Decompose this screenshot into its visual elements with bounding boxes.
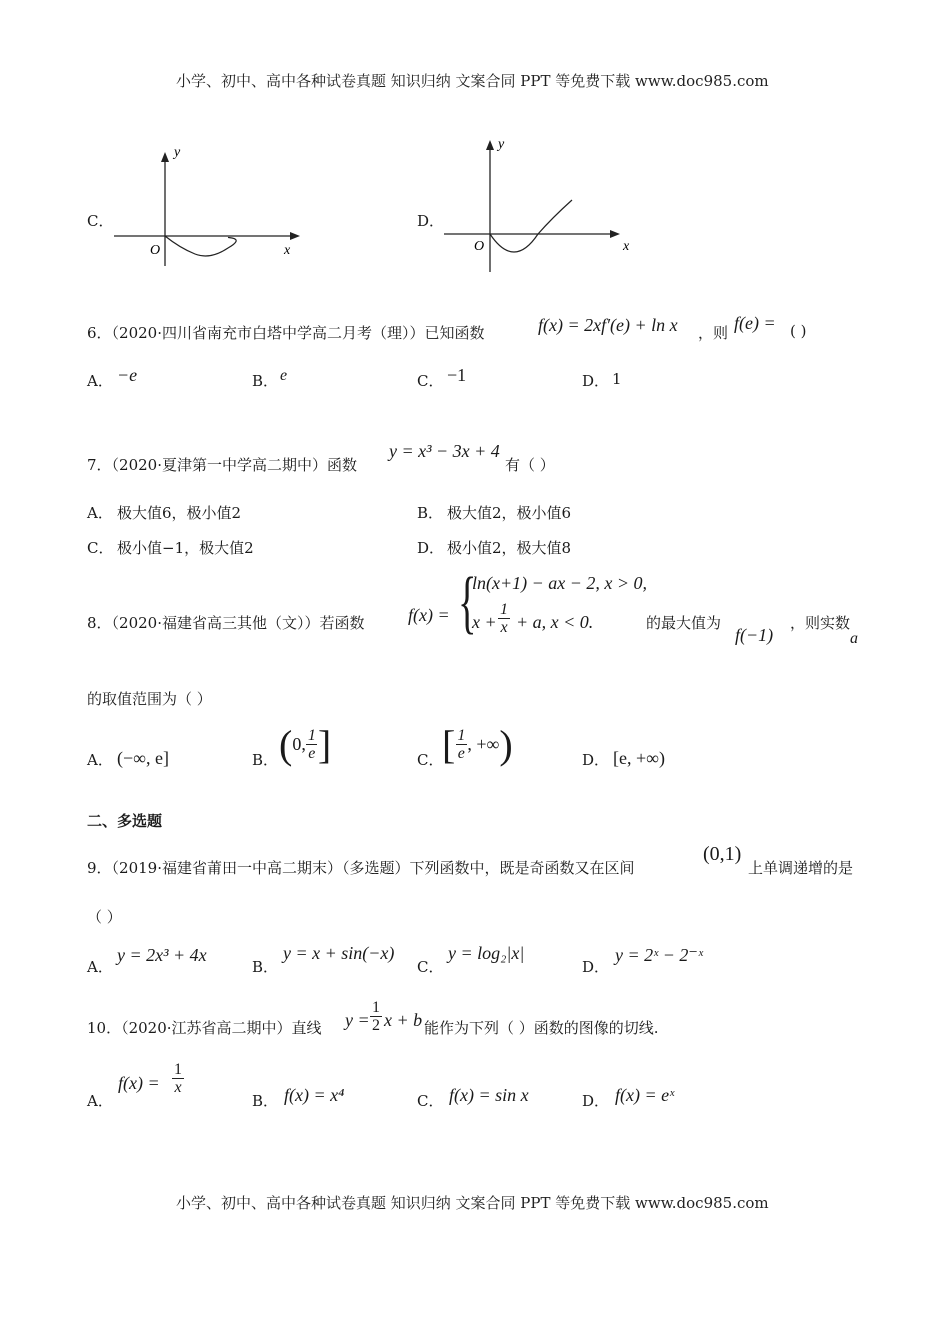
q8-case2-post: + a, x < 0. <box>516 612 594 632</box>
q6-option-c-label: C． <box>417 372 444 390</box>
graph-c-x-label: x <box>284 243 291 258</box>
q10-option-a-pre: f(x) = <box>118 1073 160 1093</box>
q10-option-b-label: B． <box>252 1092 279 1110</box>
q7-option-a-label: A． <box>87 504 113 522</box>
q7-option-a: 极大值6，极小值2 <box>117 504 242 522</box>
q8-option-a-label: A． <box>87 751 113 769</box>
q8-option-b-pre: 0, <box>292 734 306 754</box>
q9-tail: 上单调递增的是 <box>748 859 854 877</box>
q6-option-b-label: B． <box>252 372 279 390</box>
q6-then: ，则 <box>698 324 729 342</box>
q8-option-c: [ $\frac{1}{e}$ , +∞) <box>442 722 513 767</box>
q7-option-d: 极小值2，极大值8 <box>447 539 572 557</box>
q7-option-c: 极小值−1，极大值2 <box>117 539 254 557</box>
q8-case2-pre: x + <box>472 612 497 632</box>
q8-option-d-label: D． <box>582 751 610 769</box>
q10-option-a-den: x <box>174 1079 182 1096</box>
q7-option-b-label: B． <box>417 504 444 522</box>
q7-option-c-label: C． <box>87 539 114 557</box>
q7-stem: 7．（2020·夏津第一中学高二期中）函数 <box>87 456 357 474</box>
q9-option-b-label: B． <box>252 958 279 976</box>
q10-option-a-num: 1 <box>174 1061 182 1078</box>
graph-d-origin: O <box>474 239 485 254</box>
q8-brace: { <box>458 564 477 641</box>
q8-case2-num: 1 <box>500 601 508 618</box>
q8-fneg: f(−1) <box>735 625 774 645</box>
q8-mid: 的最大值为 <box>646 614 722 632</box>
graph-c-curve <box>165 236 236 256</box>
q8-line2: 的取值范围为（ ） <box>87 690 212 708</box>
q6-formula: f(x) = 2xf′(e) + ln x <box>538 315 678 335</box>
q9-option-d-label: D． <box>582 958 610 976</box>
q6-ask: f(e) = <box>734 313 776 333</box>
q8-option-a: (−∞, e] <box>117 748 169 768</box>
q10-option-b: f(x) = x⁴ <box>284 1085 345 1105</box>
q10-line-post: x + b <box>384 1010 423 1030</box>
q7-formula: y = x³ − 3x + 4 <box>389 441 500 461</box>
q6-option-b: e <box>280 367 288 384</box>
q10-stem: 10．（2020·江苏省高二期中）直线 <box>87 1019 322 1037</box>
q9-option-d: y = 2ˣ − 2⁻ˣ <box>615 945 703 965</box>
graph-c-label: C． <box>87 212 114 230</box>
q8-option-c-label: C． <box>417 751 444 769</box>
q8-then: ，则实数 <box>790 614 851 632</box>
q8-option-b-den: e <box>308 744 316 762</box>
graph-c-y-arrow <box>161 152 169 162</box>
q6-option-c: −1 <box>447 365 467 385</box>
q10-line-frac <box>370 1000 382 1034</box>
q10-line-pre: y = <box>345 1010 370 1030</box>
q9-line2: （ ） <box>87 908 122 926</box>
graph-d-x-label: x <box>623 239 630 254</box>
q6-option-d: 1 <box>612 370 622 388</box>
q8-option-b-label: B． <box>252 751 279 769</box>
graph-d-curve <box>490 200 572 252</box>
graph-d <box>440 134 640 274</box>
q6-option-a: −e <box>117 365 138 385</box>
q7-tail: 有（ ） <box>505 456 555 474</box>
page-header: 小学、初中、高中各种试卷真题 知识归纳 文案合同 PPT 等免费下载 www.doc985.com <box>176 72 769 90</box>
q7-option-d-label: D． <box>417 539 445 557</box>
q10-option-a-frac <box>172 1062 184 1096</box>
q8-option-b-num: 1 <box>307 726 316 744</box>
q8-stem: 8．（2020·福建省高三其他（文））若函数 <box>87 614 365 632</box>
q8-var-a: a <box>850 630 858 647</box>
q10-option-c: f(x) = sin x <box>449 1085 529 1105</box>
q8-option-d: [e, +∞) <box>613 748 665 768</box>
q9-option-a: y = 2x³ + 4x <box>117 945 207 965</box>
graph-d-y-label: y <box>498 137 505 152</box>
graph-d-y-arrow <box>486 140 494 150</box>
q9-option-a-label: A． <box>87 958 113 976</box>
q10-tail: 能作为下列（ ）函数的图像的切线. <box>424 1019 659 1037</box>
q9-stem: 9．（2019·福建省莆田一中高二期末）（多选题）下列函数中，既是奇函数又在区间 <box>87 859 635 877</box>
graph-c <box>110 140 310 270</box>
graph-c-origin: O <box>150 243 161 258</box>
q9-option-c: y = log₂|x| <box>448 943 525 963</box>
q6-option-d-label: D． <box>582 372 610 390</box>
q8-case1: ln(x+1) − ax − 2, x > 0, <box>472 573 648 593</box>
q6-paren: ( ) <box>790 322 807 340</box>
q8-fx: f(x) = <box>408 605 450 625</box>
graph-c-y-label: y <box>174 145 181 160</box>
q10-line-den: 2 <box>372 1017 380 1034</box>
q9-option-c-label: C． <box>417 958 444 976</box>
q10-option-c-label: C． <box>417 1092 444 1110</box>
q8-option-c-num: 1 <box>457 726 466 744</box>
q8-case2-den: x <box>500 619 508 636</box>
q7-option-b: 极大值2，极小值6 <box>447 504 572 522</box>
q9-option-b: y = x + sin(−x) <box>283 943 395 963</box>
q8-option-c-post: , +∞ <box>467 734 500 754</box>
q9-interval: (0,1) <box>703 843 742 865</box>
q6-option-a-label: A． <box>87 372 113 390</box>
q10-option-a-label: A． <box>87 1092 113 1110</box>
q8-option-c-den: e <box>457 744 465 762</box>
graph-d-x-arrow <box>610 230 620 238</box>
q8-case2-frac <box>498 602 510 636</box>
q10-option-d: f(x) = eˣ <box>615 1085 675 1105</box>
q6-stem: 6．（2020·四川省南充市白塔中学高二月考（理））已知函数 <box>87 324 485 342</box>
page-footer: 小学、初中、高中各种试卷真题 知识归纳 文案合同 PPT 等免费下载 www.doc985.com <box>176 1194 769 1212</box>
q8-option-b: (0, $\frac{1}{e}$ ] <box>279 722 332 767</box>
graph-c-x-arrow <box>290 232 300 240</box>
q10-option-d-label: D． <box>582 1092 610 1110</box>
section-2-title: 二、多选题 <box>87 812 163 830</box>
graph-d-label: D． <box>417 212 445 230</box>
q10-line-num: 1 <box>372 999 380 1016</box>
